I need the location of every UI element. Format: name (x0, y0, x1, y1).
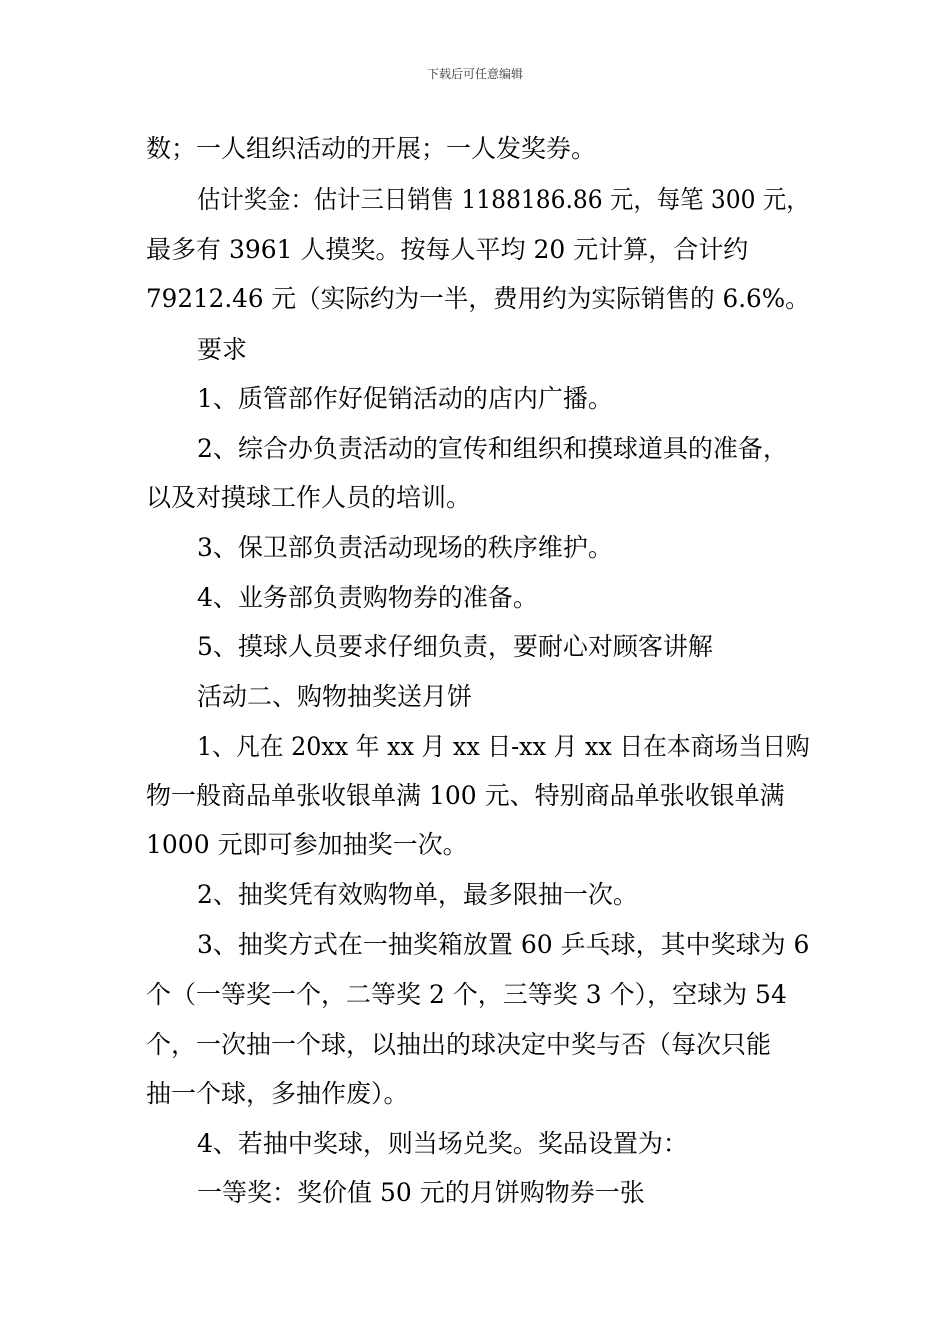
text-line: 1、质管部作好促销活动的店内广播。 (197, 384, 613, 413)
text-line: 最多有 3961 人摸奖。按每人平均 20 元计算，合计约 (146, 235, 749, 264)
text-line: 活动二、购物抽奖送月饼 (197, 682, 473, 711)
text-line: 以及对摸球工作人员的培训。 (146, 483, 472, 512)
text-line: 5、摸球人员要求仔细负责，要耐心对顾客讲解 (197, 632, 713, 661)
text-line: 3、保卫部负责活动现场的秩序维护。 (197, 533, 613, 562)
text-line: 4、业务部负责购物券的准备。 (197, 583, 538, 612)
text-line: 2、抽奖凭有效购物单，最多限抽一次。 (197, 880, 638, 909)
text-line: 个（一等奖一个，二等奖 2 个，三等奖 3 个），空球为 54 (146, 980, 787, 1009)
text-line: 一等奖：奖价值 50 元的月饼购物券一张 (197, 1178, 645, 1207)
text-line: 估计奖金：估计三日销售 1188186.86 元，每笔 300 元， (197, 185, 810, 214)
text-line: 2、综合办负责活动的宣传和组织和摸球道具的准备， (197, 434, 788, 463)
text-line: 1、凡在 20xx 年 xx 月 xx 日-xx 月 xx 日在本商场当日购 (197, 732, 810, 761)
text-line: 79212.46 元（实际约为一半，费用约为实际销售的 6.6%。 (146, 284, 810, 313)
text-line: 4、若抽中奖球，则当场兑奖。奖品设置为： (197, 1129, 688, 1158)
text-line: 物一般商品单张收银单满 100 元、特别商品单张收银单满 (146, 781, 785, 810)
text-line: 1000 元即可参加抽奖一次。 (146, 830, 468, 859)
text-line: 要求 (197, 335, 248, 364)
text-line: 3、抽奖方式在一抽奖箱放置 60 乒乓球，其中奖球为 6 (197, 930, 810, 959)
text-line: 数；一人组织活动的开展；一人发奖券。 (146, 134, 597, 163)
text-line: 抽一个球，多抽作废）。 (146, 1079, 409, 1108)
text-line: 个，一次抽一个球，以抽出的球决定中奖与否（每次只能 (146, 1030, 772, 1059)
page-header: 下载后可任意编辑 (426, 67, 523, 81)
